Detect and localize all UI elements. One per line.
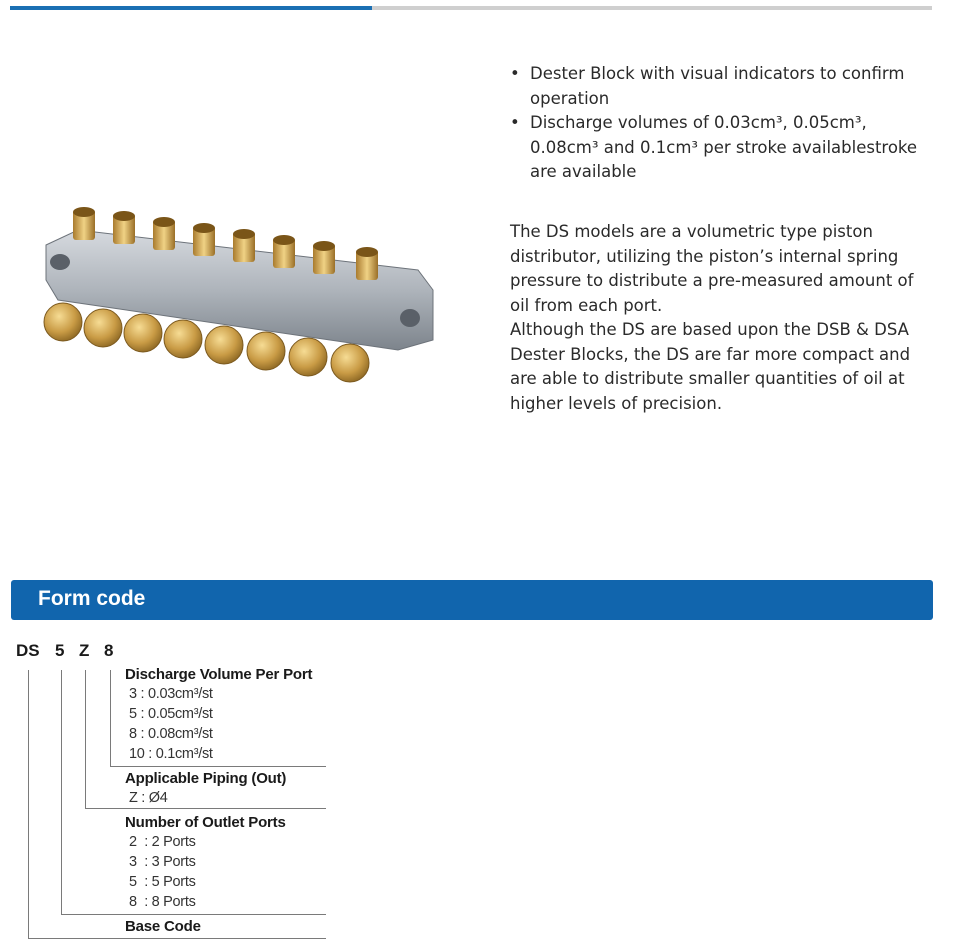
discharge-label: Discharge Volume Per Port (125, 666, 313, 683)
discharge-option: 5 : 0.05cm³/st (129, 706, 213, 722)
connector-line-outlets-h (61, 914, 326, 915)
connector-line-discharge (110, 670, 111, 766)
dester-block-image (38, 200, 438, 400)
connector-line-base-h (28, 938, 326, 939)
code-part-discharge: 8 (104, 641, 114, 660)
feature-item: • Dester Block with visual indicators to confirm operation (510, 62, 930, 111)
form-code-header (11, 580, 933, 620)
top-progress-bar (10, 6, 932, 10)
form-code-title: Form code (38, 587, 146, 610)
outlets-option: 2 : 2 Ports (129, 834, 196, 850)
discharge-option: 8 : 0.08cm³/st (129, 726, 213, 742)
discharge-option: 3 : 0.03cm³/st (129, 686, 213, 702)
outlets-option: 3 : 3 Ports (129, 854, 196, 870)
outlets-label: Number of Outlet Ports (125, 814, 286, 831)
connector-line-discharge-h (110, 766, 326, 767)
piping-option: Z : Ø4 (129, 790, 168, 806)
feature-item: • Discharge volumes of 0.03cm³, 0.05cm³, 0.08cm³ and 0.1cm³ per stroke availablestroke are available (510, 111, 930, 185)
code-part-series: DS (16, 641, 40, 660)
discharge-option: 10 : 0.1cm³/st (129, 746, 213, 762)
top-progress-fill (10, 6, 372, 10)
outlets-option: 8 : 8 Ports (129, 894, 196, 910)
feature-list (510, 62, 930, 185)
product-description (510, 220, 935, 416)
code-part-outlets: 5 (55, 641, 65, 660)
description-paragraph: Although the DS are based upon the DSB & DSA Dester Blocks, the DS are far more compact and are able to distribute smaller quantities of oil at higher levels of precision. (510, 320, 911, 413)
base-code-label: Base Code (125, 918, 201, 935)
connector-line-piping-h (85, 808, 326, 809)
code-part-piping: Z (79, 641, 90, 660)
form-code-diagram (0, 630, 360, 945)
outlets-option: 5 : 5 Ports (129, 874, 196, 890)
description-paragraph: The DS models are a volumetric type piston distributor, utilizing the piston’s internal spring pressure to distribute a pre-measured amount of oil from each port. (510, 222, 914, 315)
connector-line-base (28, 670, 29, 938)
connector-line-piping (85, 670, 86, 808)
connector-line-outlets (61, 670, 62, 914)
piping-label: Applicable Piping (Out) (125, 770, 287, 787)
